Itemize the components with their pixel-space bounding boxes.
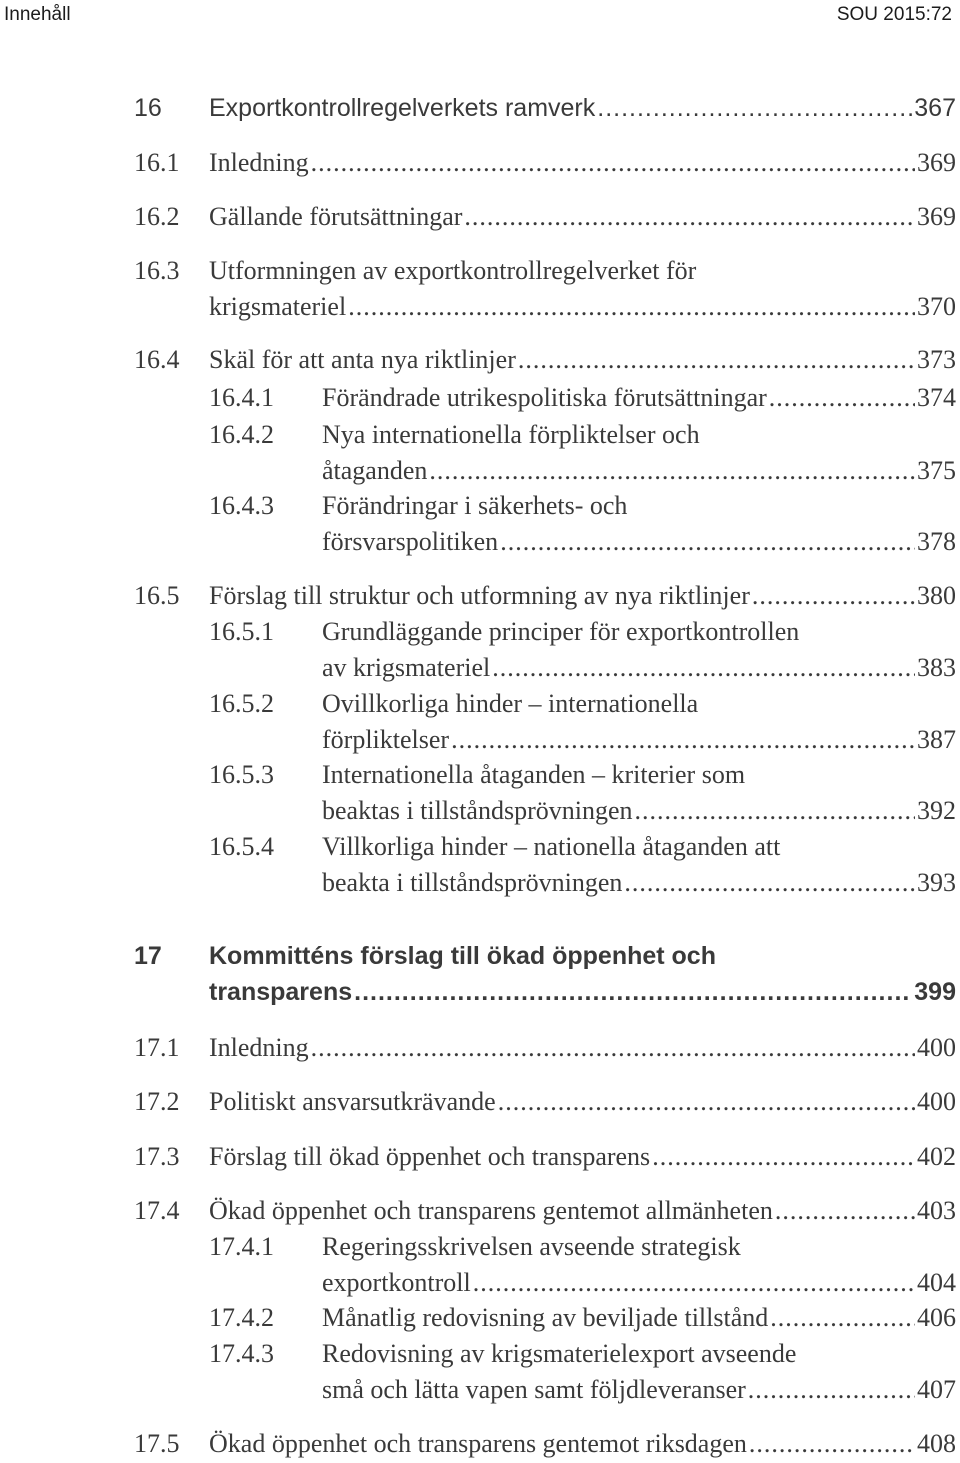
subsection-title: Förändringar i säkerhets- och	[322, 491, 628, 520]
page-number: 407	[917, 1375, 956, 1404]
section-number: 17.2	[134, 1087, 180, 1116]
toc-entry-17-4-3[interactable]	[134, 1336, 956, 1408]
toc-entry-17-4-1[interactable]	[134, 1229, 956, 1301]
page-number: 399	[914, 978, 956, 1006]
toc-entry-17-1[interactable]	[134, 1030, 956, 1066]
subsection-title: Regeringsskrivelsen avseende strategisk	[322, 1232, 741, 1261]
subsection-title: Nya internationella förpliktelser och	[322, 420, 700, 449]
toc-entry-16-4-1[interactable]	[134, 380, 956, 416]
toc-chapter-16[interactable]	[134, 90, 956, 126]
chapter-title: Kommitténs förslag till ökad öppenhet och	[209, 942, 716, 970]
toc-entry-17-5[interactable]	[134, 1426, 956, 1462]
toc-entry-16-5-3[interactable]	[134, 757, 956, 829]
section-number: 16.3	[134, 256, 180, 285]
subsection-title: Villkorliga hinder – nationella åtaganden att	[322, 832, 781, 861]
subsection-title-cont: försvarspolitiken	[322, 527, 499, 556]
toc-leader	[209, 199, 956, 235]
page-number: 383	[917, 653, 956, 682]
subsection-number: 17.4.2	[209, 1303, 274, 1332]
subsection-number: 16.4.3	[209, 491, 274, 520]
subsection-title: Ovillkorliga hinder – internationella	[322, 689, 699, 718]
subsection-number: 17.4.3	[209, 1339, 274, 1368]
page-number: 367	[914, 94, 956, 122]
subsection-title-cont: exportkontroll	[322, 1268, 471, 1297]
toc-entry-16-5-2[interactable]	[134, 686, 956, 758]
report-number: SOU 2015:72	[836, 4, 952, 25]
toc-leader	[209, 974, 956, 1010]
page-number: 369	[917, 148, 956, 177]
page-number: 375	[917, 456, 956, 485]
toc-entry-16-3[interactable]	[134, 253, 956, 325]
page-number: 387	[917, 725, 956, 754]
toc-entry-16-5[interactable]	[134, 578, 956, 614]
page-number: 400	[917, 1087, 956, 1116]
chapter-number: 17	[134, 942, 162, 970]
page-number: 392	[917, 796, 956, 825]
section-title: Politiskt ansvarsutkrävande	[209, 1087, 496, 1116]
subsection-number: 16.5.2	[209, 689, 274, 718]
subsection-title-cont: förpliktelser	[322, 725, 450, 754]
toc-leader	[322, 722, 956, 758]
page-number: 373	[917, 345, 956, 374]
toc-leader	[322, 453, 956, 489]
toc-entry-16-1[interactable]	[134, 145, 956, 181]
page-number: 380	[917, 581, 956, 610]
section-number: 17.5	[134, 1429, 180, 1458]
page-number: 370	[917, 292, 956, 321]
chapter-title: Exportkontrollregelverkets ramverk	[209, 94, 596, 122]
chapter-number: 16	[134, 94, 162, 122]
subsection-title-cont: beaktas i tillståndsprövningen	[322, 796, 633, 825]
section-title: Gällande förutsättningar	[209, 202, 463, 231]
toc-leader	[209, 145, 956, 181]
toc-leader	[209, 1426, 956, 1462]
toc-leader	[322, 865, 956, 901]
toc-leader	[322, 1372, 956, 1408]
section-title: Förslag till struktur och utformning av nya riktlinjer	[209, 581, 750, 610]
toc-entry-16-4-2[interactable]	[134, 417, 956, 489]
subsection-title: Grundläggande principer för exportkontrollen	[322, 617, 800, 646]
toc-leader	[209, 1084, 956, 1120]
section-number: 17.1	[134, 1033, 180, 1062]
toc-entry-17-3[interactable]	[134, 1139, 956, 1175]
page-number: 378	[917, 527, 956, 556]
toc-leader	[209, 1030, 956, 1066]
section-title: Innehåll	[4, 4, 71, 25]
section-number: 16.2	[134, 202, 180, 231]
toc-entry-17-4[interactable]	[134, 1193, 956, 1229]
section-title: Ökad öppenhet och transparens gentemot riksdagen	[209, 1429, 747, 1458]
page-number: 400	[917, 1033, 956, 1062]
section-title: Ökad öppenhet och transparens gentemot allmänheten	[209, 1196, 773, 1225]
section-title-cont: krigsmateriel	[209, 292, 347, 321]
toc-leader	[322, 380, 956, 416]
subsection-number: 16.5.1	[209, 617, 274, 646]
subsection-title-cont: beakta i tillståndsprövningen	[322, 868, 623, 897]
section-title: Skäl för att anta nya riktlinjer	[209, 345, 516, 374]
subsection-title: Internationella åtaganden – kriterier som	[322, 760, 746, 789]
toc-leader	[209, 578, 956, 614]
section-title: Förslag till ökad öppenhet och transparens	[209, 1142, 651, 1171]
toc-leader	[322, 1300, 956, 1336]
toc-entry-17-4-2[interactable]	[134, 1300, 956, 1336]
subsection-title-cont: av krigsmateriel	[322, 653, 491, 682]
section-number: 17.3	[134, 1142, 180, 1171]
toc-entry-16-4-3[interactable]	[134, 488, 956, 560]
toc-leader	[322, 1265, 956, 1301]
subsection-number: 16.4.2	[209, 420, 274, 449]
page-number: 403	[917, 1196, 956, 1225]
page-number: 369	[917, 202, 956, 231]
page-number: 406	[917, 1303, 956, 1332]
section-number: 17.4	[134, 1196, 180, 1225]
subsection-number: 16.5.4	[209, 832, 274, 861]
toc-entry-16-5-4[interactable]	[134, 829, 956, 901]
subsection-title-cont: små och lätta vapen samt följdleveranser	[322, 1375, 746, 1404]
running-header	[0, 4, 960, 28]
chapter-title-cont: transparens	[209, 978, 353, 1006]
toc-leader	[322, 524, 956, 560]
toc-leader	[209, 1193, 956, 1229]
page-number: 404	[917, 1268, 956, 1297]
subsection-number: 16.5.3	[209, 760, 274, 789]
toc-leader	[209, 342, 956, 378]
toc-entry-16-5-1[interactable]	[134, 614, 956, 686]
toc-entry-16-4[interactable]	[134, 342, 956, 378]
toc-leader	[209, 289, 956, 325]
toc-leader	[322, 793, 956, 829]
page-number: 402	[917, 1142, 956, 1171]
toc-entry-16-2[interactable]	[134, 199, 956, 235]
section-number: 16.4	[134, 345, 180, 374]
section-title: Utformningen av exportkontrollregelverket för	[209, 256, 697, 285]
toc-leader	[209, 1139, 956, 1175]
subsection-title: Förändrade utrikespolitiska förutsättningar	[322, 383, 767, 412]
toc-entry-17-2[interactable]	[134, 1084, 956, 1120]
subsection-number: 16.4.1	[209, 383, 274, 412]
subsection-title: Månatlig redovisning av beviljade tillstånd	[322, 1303, 769, 1332]
page-number: 393	[917, 868, 956, 897]
section-number: 16.1	[134, 148, 180, 177]
subsection-number: 17.4.1	[209, 1232, 274, 1261]
section-title: Inledning	[209, 1033, 309, 1062]
subsection-title: Redovisning av krigsmaterielexport avseende	[322, 1339, 797, 1368]
subsection-title-cont: åtaganden	[322, 456, 428, 485]
toc-chapter-17[interactable]	[134, 938, 956, 1012]
toc-leader	[322, 650, 956, 686]
section-title: Inledning	[209, 148, 309, 177]
page-number: 374	[917, 383, 956, 412]
toc-leader	[209, 90, 956, 126]
page-number: 408	[917, 1429, 956, 1458]
section-number: 16.5	[134, 581, 180, 610]
